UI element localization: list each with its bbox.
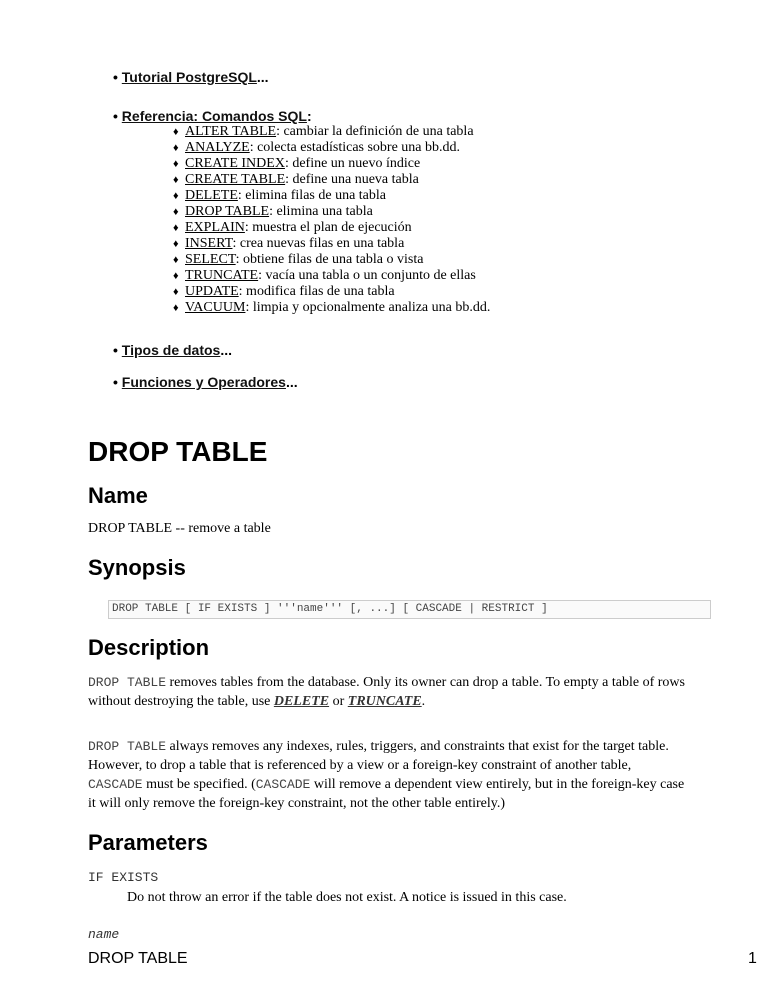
- text: removes tables from the database. Only its owner can drop a table. To empty a table of rows without destroying the table, use: [88, 675, 685, 709]
- command-link[interactable]: CREATE INDEX: [185, 156, 285, 171]
- footer-title: DROP TABLE: [88, 950, 188, 967]
- command-desc: : obtiene filas de una tabla o vista: [235, 252, 424, 267]
- referencia-link[interactable]: Referencia: Comandos SQL: [121, 108, 307, 124]
- command-desc: : vacía una tabla o un conjunto de ellas: [258, 268, 476, 283]
- suffix: :: [306, 108, 312, 124]
- command-item: [173, 220, 490, 236]
- diamond-bullet-icon: ♦: [173, 126, 179, 138]
- toc-item-tipos: • Tipos de datos...: [113, 342, 233, 358]
- command-item: [173, 124, 490, 140]
- command-desc: : define una nueva tabla: [285, 172, 419, 187]
- command-desc: : crea nuevas filas en una tabla: [232, 236, 405, 251]
- command-link[interactable]: EXPLAIN: [185, 220, 245, 235]
- command-item: [173, 172, 490, 188]
- param-term: IF EXISTS: [88, 870, 159, 885]
- command-item: [173, 252, 490, 268]
- command-item: [173, 300, 490, 316]
- delete-link[interactable]: DELETE: [273, 694, 330, 709]
- suffix: ...: [256, 69, 269, 85]
- code: CASCADE: [88, 777, 143, 792]
- command-desc: : cambiar la definición de una tabla: [276, 124, 474, 139]
- diamond-bullet-icon: ♦: [173, 270, 179, 282]
- suffix: ...: [285, 374, 298, 390]
- suffix: ...: [220, 342, 233, 358]
- text: always removes any indexes, rules, triggers, and constraints that exist for the target table. However, to drop a table that is referenced by a view or a foreign-key constraint of another table,: [88, 739, 669, 773]
- toc-item-referencia: • Referencia: Comandos SQL:: [113, 108, 312, 124]
- diamond-bullet-icon: ♦: [173, 238, 179, 250]
- command-link[interactable]: DROP TABLE: [185, 204, 270, 219]
- description-heading: Description: [88, 635, 210, 660]
- param-term: name: [88, 927, 120, 942]
- toc-item-tutorial: • Tutorial PostgreSQL...: [113, 69, 269, 85]
- diamond-bullet-icon: ♦: [173, 142, 179, 154]
- page-title: DROP TABLE: [88, 436, 268, 467]
- name-heading: Name: [88, 483, 148, 508]
- code: DROP TABLE: [88, 739, 167, 754]
- command-link[interactable]: ALTER TABLE: [185, 124, 277, 139]
- code: DROP TABLE: [88, 675, 167, 690]
- description-paragraph-1: [88, 673, 688, 711]
- truncate-link[interactable]: TRUNCATE: [347, 694, 422, 709]
- text: will remove a dependent view entirely, but in the foreign-key case it will only remove the foreign-key constraint, not the other table entirely.): [88, 777, 685, 811]
- diamond-bullet-icon: ♦: [173, 206, 179, 218]
- command-desc: : define un nuevo índice: [284, 156, 421, 171]
- command-desc: : limpia y opcionalmente analiza una bb.dd.: [245, 300, 491, 315]
- command-link[interactable]: UPDATE: [185, 284, 239, 299]
- command-link[interactable]: CREATE TABLE: [185, 172, 286, 187]
- diamond-bullet-icon: ♦: [173, 254, 179, 266]
- diamond-bullet-icon: ♦: [173, 302, 179, 314]
- command-item: [173, 140, 490, 156]
- funciones-link[interactable]: Funciones y Operadores: [121, 374, 286, 390]
- command-link[interactable]: SELECT: [185, 252, 236, 267]
- description-paragraph-2: [88, 737, 688, 813]
- command-item: [173, 204, 490, 220]
- diamond-bullet-icon: ♦: [173, 286, 179, 298]
- tipos-link[interactable]: Tipos de datos: [121, 342, 221, 358]
- toc-item-funciones: • Funciones y Operadores...: [113, 374, 298, 390]
- text: or: [329, 694, 348, 709]
- command-link[interactable]: VACUUM: [185, 300, 246, 315]
- page-number: 1: [748, 950, 757, 967]
- text: must be specified. (: [142, 777, 256, 792]
- command-desc: : elimina una tabla: [269, 204, 373, 219]
- command-item: [173, 268, 490, 284]
- diamond-bullet-icon: ♦: [173, 190, 179, 202]
- command-item: [173, 188, 490, 204]
- synopsis-heading: Synopsis: [88, 555, 186, 580]
- tutorial-link[interactable]: Tutorial PostgreSQL: [121, 69, 257, 85]
- command-item: [173, 156, 490, 172]
- command-item: [173, 284, 490, 300]
- name-text: DROP TABLE -- remove a table: [88, 521, 271, 536]
- diamond-bullet-icon: ♦: [173, 158, 179, 170]
- text: .: [421, 694, 426, 709]
- command-list: [173, 124, 490, 316]
- parameters-heading: Parameters: [88, 830, 208, 855]
- param-desc: Do not throw an error if the table does not exist. A notice is issued in this case.: [127, 890, 567, 905]
- command-desc: : colecta estadísticas sobre una bb.dd.: [249, 140, 461, 155]
- command-link[interactable]: DELETE: [185, 188, 238, 203]
- command-link[interactable]: INSERT: [185, 236, 233, 251]
- code: CASCADE: [255, 777, 311, 792]
- synopsis-code: DROP TABLE [ IF EXISTS ] '''name''' [, ...] [ CASCADE | RESTRICT ]: [108, 600, 711, 619]
- command-link[interactable]: TRUNCATE: [185, 268, 259, 283]
- command-link[interactable]: ANALYZE: [185, 140, 250, 155]
- command-desc: : elimina filas de una tabla: [237, 188, 386, 203]
- command-desc: : modifica filas de una tabla: [238, 284, 395, 299]
- diamond-bullet-icon: ♦: [173, 174, 179, 186]
- diamond-bullet-icon: ♦: [173, 222, 179, 234]
- command-item: [173, 236, 490, 252]
- command-desc: : muestra el plan de ejecución: [244, 220, 412, 235]
